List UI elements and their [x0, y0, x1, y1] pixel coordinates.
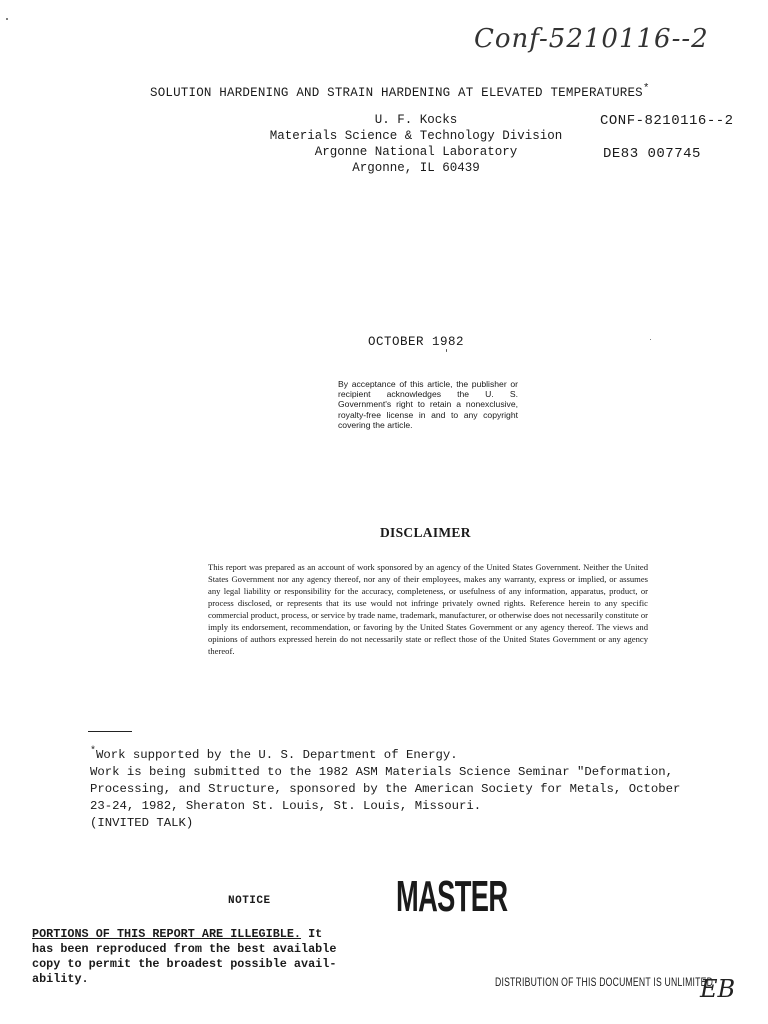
author-lab: Argonne National Laboratory	[314, 145, 518, 159]
footnote-rule	[88, 731, 132, 732]
illegible-notice-line-4: ability.	[32, 972, 89, 986]
illegible-notice	[32, 927, 336, 987]
scan-speck	[650, 339, 651, 340]
footnote-line-3: Processing, and Structure, sponsored by the American Society for Metals, October	[90, 782, 681, 797]
illegible-notice-line-2: has been reproduced from the best available	[32, 942, 337, 956]
illegible-notice-rest: It	[301, 927, 323, 941]
author-block	[246, 112, 586, 176]
disclaimer-body: This report was prepared as an account of work sponsored by an agency of the United States Government. Neither the United States Government nor any agency thereof, nor any of their employees, makes any warranty, express or implied, or assumes any legal liability or responsibility for the accuracy, completeness, or usefulness of any information, apparatus, product, or process disclosed, or represents that its use would not infringe privately owned rights. Reference herein to any specific commercial product, process, or service by trade name, trademark, manufacturer, or otherwise does not necessarily constitute or imply its endorsement, recommendation, or favoring by the United States Government or any agency thereof. The views and opinions of authors expressed herein do not necessarily state or reflect those of the United States Government or any agency thereof.	[208, 562, 648, 656]
scan-speck	[6, 18, 8, 20]
disclaimer-heading: DISCLAIMER	[380, 525, 471, 540]
illegible-notice-underlined: PORTIONS OF THIS REPORT ARE ILLEGIBLE.	[32, 927, 302, 941]
handwritten-conf-number: Conf-5210116--2	[474, 24, 709, 54]
author-city: Argonne, IL 60439	[352, 161, 480, 175]
handwritten-initials: EB	[700, 975, 736, 1003]
footnote-line-1	[90, 743, 680, 764]
author-division: Materials Science & Technology Division	[269, 129, 563, 143]
notice-heading: NOTICE	[228, 895, 271, 907]
scan-speck	[446, 349, 447, 352]
illegible-notice-line-1	[32, 927, 336, 942]
title-text: SOLUTION HARDENING AND STRAIN HARDENING AT ELEVATED TEMPERATURES	[150, 86, 643, 101]
title-footnote-mark: *	[642, 83, 650, 95]
master-stamp: MASTER	[396, 872, 508, 921]
author-name: U. F. Kocks	[374, 113, 458, 127]
footnote-line-2: Work is being submitted to the 1982 ASM Materials Science Seminar "Deformation,	[90, 765, 673, 780]
footnote-mark: *	[90, 746, 97, 757]
document-date: OCTOBER 1982	[368, 335, 465, 349]
footnote	[90, 743, 680, 832]
footnote-line-5: (INVITED TALK)	[90, 816, 194, 831]
illegible-notice-line-3: copy to permit the broadest possible avail-	[32, 957, 337, 971]
acceptance-notice: By acceptance of this article, the publisher or recipient acknowledges the U. S. Government's right to retain a nonexclusive, royalty-free license in and to any copyright covering the article.	[338, 379, 518, 430]
de-report-number: DE83 007745	[603, 146, 701, 162]
footnote-text-1: Work supported by the U. S. Department of Energy.	[96, 748, 458, 763]
distribution-statement: DISTRIBUTION OF THIS DOCUMENT IS UNLIMITED	[495, 975, 714, 989]
document-title	[150, 83, 650, 100]
conf-report-number: CONF-8210116--2	[600, 113, 734, 129]
footnote-line-4: 23-24, 1982, Sheraton St. Louis, St. Louis, Missouri.	[90, 799, 482, 814]
